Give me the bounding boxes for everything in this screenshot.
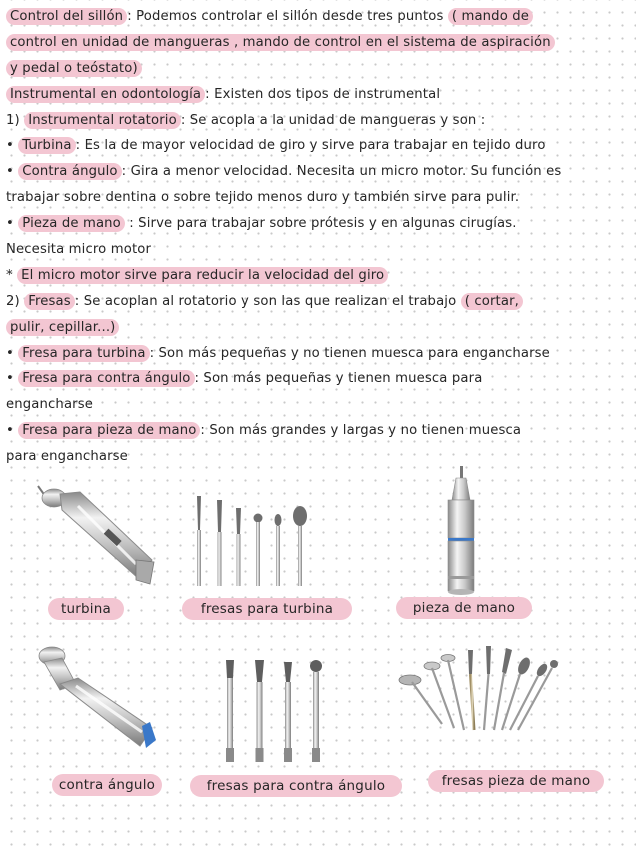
note-text: : Sirve para trabajar sobre prótesis y en algunas cirugías.	[124, 216, 517, 232]
highlight-fresa-turbina: Fresa para turbina	[18, 345, 149, 362]
highlight-instrumental-rotatorio: Instrumental rotatorio	[24, 112, 181, 129]
note-text: trabajar sobre dentina o sobre tejido menos duro y también sirve para pulir.	[6, 190, 520, 206]
caption-fresas-pieza-de-mano: fresas pieza de mano	[428, 770, 604, 792]
note-line-16	[6, 392, 630, 418]
highlight-cortar: ( cortar,	[461, 293, 523, 310]
bullet: •	[6, 423, 19, 439]
note-text: Necesita micro motor	[6, 242, 152, 258]
highlight-fresa-contra-angulo: Fresa para contra ángulo	[18, 370, 194, 387]
note-text: : Existen dos tipos de instrumental	[205, 86, 441, 102]
highlight-control-sillon: Control del sillón	[6, 8, 127, 25]
caption-fresas-turbina: fresas para turbina	[182, 598, 352, 620]
fresa-contra-2	[255, 660, 264, 762]
note-prefix: 2)	[6, 293, 25, 309]
fresa-contra-3	[284, 662, 292, 762]
highlight-pieza-de-mano: Pieza de mano	[18, 215, 125, 232]
fresa-pieza-8	[510, 662, 549, 730]
note-text: : Son más grandes y largas y no tienen muesca	[200, 423, 522, 439]
fresa-turbina-2	[217, 500, 222, 586]
highlight-instrumental-odontologia: Instrumental en odontología	[6, 86, 205, 103]
turbina-image	[20, 476, 160, 596]
fresa-pieza-4	[468, 650, 474, 730]
fresa-turbina-5	[275, 514, 282, 586]
fresa-contra-1	[226, 660, 234, 762]
note-text: : Son más pequeñas y no tienen muesca para engancharse	[149, 345, 550, 361]
asterisk: *	[6, 267, 18, 283]
note-line-17	[6, 418, 630, 444]
highlight-micro-motor: El micro motor sirve para reducir la velocidad del giro	[17, 267, 388, 284]
note-line-1	[6, 4, 630, 30]
fresa-pieza-3	[441, 655, 464, 731]
note-line-18	[6, 444, 630, 470]
bullet: •	[6, 138, 19, 154]
highlight-mando-de: ( mando de	[448, 8, 533, 25]
note-text: : Se acopla a la unidad de mangueras y son :	[180, 112, 486, 128]
note-line-13	[6, 315, 630, 341]
fresa-contra-4	[310, 660, 322, 762]
fresas-pieza-de-mano-image	[396, 644, 568, 734]
fresa-turbina-1	[197, 496, 201, 586]
fresa-pieza-5	[484, 646, 491, 730]
contra-angulo-handpiece	[39, 647, 156, 748]
pieza-de-mano-image	[428, 466, 498, 598]
fresa-pieza-6	[494, 648, 512, 730]
note-text: : Es la de mayor velocidad de giro y sirve para trabajar en tejido duro	[75, 138, 546, 154]
note-text: : Son más pequeñas y tienen muesca para	[194, 371, 483, 387]
note-text: : Se acoplan al rotatorio y son las que realizan el trabajo	[74, 293, 461, 309]
note-line-3	[6, 56, 630, 82]
note-text: engancharse	[6, 397, 94, 413]
caption-pieza-de-mano: pieza de mano	[396, 597, 532, 619]
caption-contra-angulo: contra ángulo	[52, 774, 162, 796]
fresas-contra-angulo-image	[214, 656, 334, 768]
highlight-fresas: Fresas	[24, 293, 75, 310]
highlight-pulir: pulir, cepillar...)	[6, 319, 119, 336]
bullet: •	[6, 371, 19, 387]
note-text: : Gira a menor velocidad. Necesita un micro motor. Su función es	[121, 164, 562, 180]
note-line-15	[6, 366, 630, 392]
bullet: •	[6, 216, 19, 232]
bullet: •	[6, 164, 19, 180]
caption-turbina: turbina	[48, 598, 124, 620]
note-text: para engancharse	[6, 449, 128, 465]
note-line-7	[6, 159, 630, 185]
fresas-turbina-image	[184, 490, 324, 594]
note-line-8	[6, 185, 630, 211]
highlight-turbina: Turbina	[18, 137, 75, 154]
note-line-11	[6, 263, 630, 289]
note-line-6	[6, 133, 630, 159]
note-line-5	[6, 108, 630, 134]
note-text: : Podemos controlar el sillón desde tres puntos	[127, 9, 448, 24]
note-prefix: 1)	[6, 112, 25, 128]
note-line-10	[6, 237, 630, 263]
fresa-turbina-3	[236, 508, 241, 586]
fresa-turbina-6	[293, 506, 307, 586]
pieza-de-mano-handpiece	[448, 466, 474, 595]
notes	[6, 4, 630, 470]
fresa-pieza-disco	[399, 675, 442, 724]
note-line-14	[6, 341, 630, 367]
highlight-mando-control: control en unidad de mangueras , mando de control en el sistema de aspiración	[6, 34, 555, 51]
highlight-contra-angulo: Contra ángulo	[18, 163, 121, 180]
fresa-turbina-4	[254, 514, 263, 587]
highlight-pedal: y pedal o teóstato)	[6, 60, 142, 77]
note-line-9	[6, 211, 630, 237]
contra-angulo-image	[30, 640, 160, 760]
note-line-12	[6, 289, 630, 315]
note-line-2	[6, 30, 630, 56]
highlight-fresa-pieza-mano: Fresa para pieza de mano	[18, 422, 200, 439]
turbina-handpiece	[38, 486, 154, 584]
caption-fresas-contra-angulo: fresas para contra ángulo	[190, 775, 402, 797]
bullet: •	[6, 345, 19, 361]
note-line-4	[6, 82, 630, 108]
